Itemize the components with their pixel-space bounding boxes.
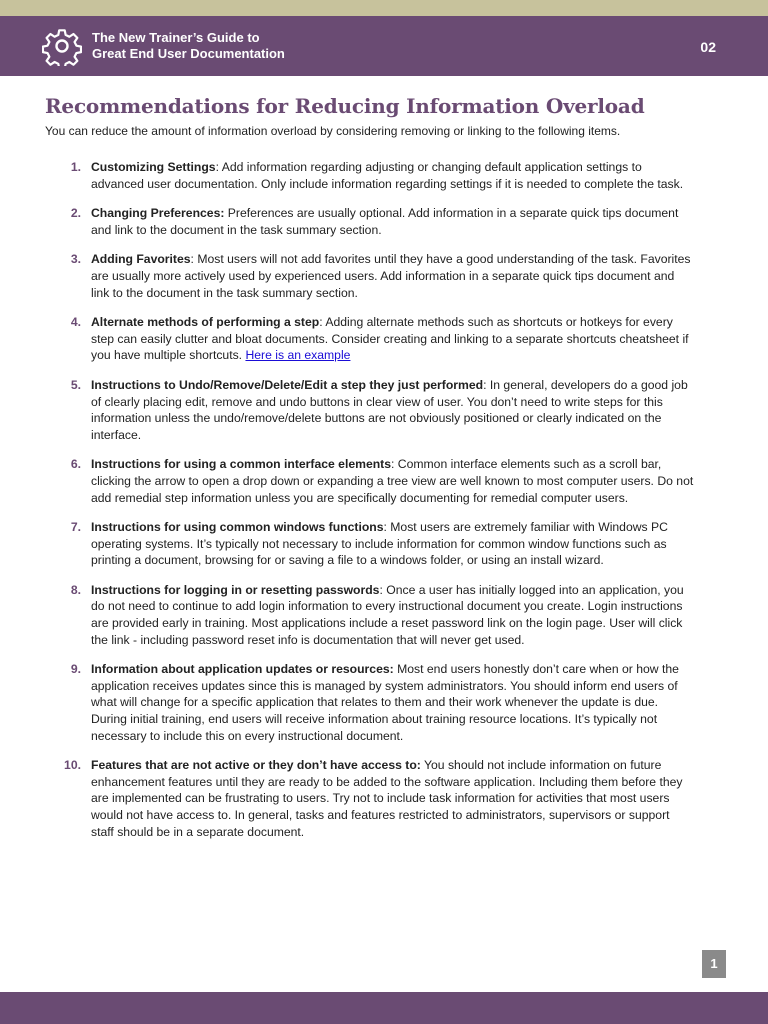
list-item-term: Information about application updates or resources: xyxy=(91,662,394,677)
page-number-badge: 1 xyxy=(702,950,726,978)
list-item xyxy=(45,314,695,364)
list-item-term: Instructions for logging in or resetting passwords xyxy=(91,582,380,597)
page-title: Recommendations for Reducing Information Overload xyxy=(45,94,645,118)
list-item-number: 1. xyxy=(70,160,81,174)
list-item xyxy=(45,456,695,506)
document-title xyxy=(92,30,452,62)
list-item xyxy=(45,377,695,443)
list-item-number: 9. xyxy=(70,662,81,677)
list-item-number: 2. xyxy=(70,206,81,221)
list-item-term: Instructions to Undo/Remove/Delete/Edit a step they just performed xyxy=(91,377,484,392)
list-item-term: Customizing Settings xyxy=(91,160,216,174)
list-item-term: Instructions for using a common interface elements xyxy=(91,457,392,472)
list-item-text: : Most users are extremely familiar with Windows PC operating systems. It’s typically not necessary to include information for common window functions such as printing a document, browsing for or saving a file to a windows folder, or using an install wizard. xyxy=(91,520,668,568)
list-item-text: : Adding alternate methods such as shortcuts or hotkeys for every step can easily clutter and bloat documents. Consider creating and linking to a separate shortcuts cheatsheet if you have multiple shortcuts. xyxy=(91,315,689,363)
list-item-text: Preferences are usually optional. Add information in a separate quick tips document and link to the document in the task summary section. xyxy=(91,206,679,237)
list-item xyxy=(45,519,695,569)
gear-icon xyxy=(42,26,82,66)
list-item-text: You should not include information on future enhancement features until they are ready to be added to the software application. Including them before they are implemented can be frustrating to users. Try not to include task information for activities that most users would not have access to. In general, tasks and features restricted to administrators, supervisors or support staff should be in a separate document. xyxy=(91,758,683,839)
top-accent-strip xyxy=(0,0,768,16)
list-item-text: : Common interface elements such as a scroll bar, clicking the arrow to open a drop down or expanding a tree view are well known to most computer users. Do not add remedial step information unless you are specifically documenting for remedial computer users. xyxy=(91,457,694,505)
list-item-text: : In general, developers do a good job of clearly placing edit, remove and undo buttons in clear view of user. You don’t need to write steps for this information unless the undo/remove/delete buttons are not obviously positioned or clearly indicated on the interface. xyxy=(91,377,688,442)
list-item-term: Instructions for using common windows functions xyxy=(91,520,384,535)
list-item-term: Changing Preferences: xyxy=(91,206,225,221)
list-item-text: : Once a user has initially logged into an application, you do not need to continue to add login information to every instructional document you create. Login instructions are provided early in training. Most applications include a reset password link on the login page. User will click the link - including password reset info is documentation that will never get used. xyxy=(91,582,684,647)
list-item-number: 6. xyxy=(70,457,81,472)
list-item-number: 4. xyxy=(70,315,81,330)
list-item-number: 5. xyxy=(70,377,81,392)
page-footer-bar xyxy=(0,992,768,1024)
section-number: 02 xyxy=(700,39,716,55)
document-title-line-1: The New Trainer’s Guide to xyxy=(92,30,260,45)
list-item xyxy=(45,205,695,238)
document-title-line-2: Great End User Documentation xyxy=(92,46,285,61)
list-item-term: Alternate methods of performing a step xyxy=(91,315,320,330)
list-item-number: 3. xyxy=(70,252,81,267)
list-item xyxy=(45,661,695,744)
example-link[interactable]: Here is an example xyxy=(245,348,351,363)
page-header xyxy=(0,16,768,76)
list-item-term: Features that are not active or they don’t have access to: xyxy=(91,758,421,773)
list-item xyxy=(45,757,695,840)
list-item-number: 8. xyxy=(70,582,81,597)
intro-paragraph: You can reduce the amount of information overload by considering removing or linking to the following items. xyxy=(45,124,621,138)
main-content xyxy=(45,93,695,853)
list-item-number: 7. xyxy=(70,520,81,535)
list-item-text: : Add information regarding adjusting or changing default application settings to advanced user documentation. Only include information regarding settings if it is needed to complete the task. xyxy=(91,160,684,191)
list-item xyxy=(45,582,695,648)
list-item-text: Most end users honestly don’t care when or how the application receives updates since this is managed by system administrators. You should inform end users of what will change for a specific application that relates to them and their work whenever the update is due. During initial training, end users will receive information about training resource locations. It’s typically not necessary to include this on every instructional document. xyxy=(91,662,679,743)
list-item xyxy=(45,159,695,192)
list-item xyxy=(45,251,695,301)
list-item-term: Adding Favorites xyxy=(91,252,191,267)
list-item-number: 10. xyxy=(64,758,81,773)
recommendations-list xyxy=(45,159,695,840)
list-item-text: : Most users will not add favorites until they have a good understanding of the task. Favorites are usually more actively used by experienced users. Add information in a separate quick tips document and link to the document in the task summary section. xyxy=(91,252,691,300)
